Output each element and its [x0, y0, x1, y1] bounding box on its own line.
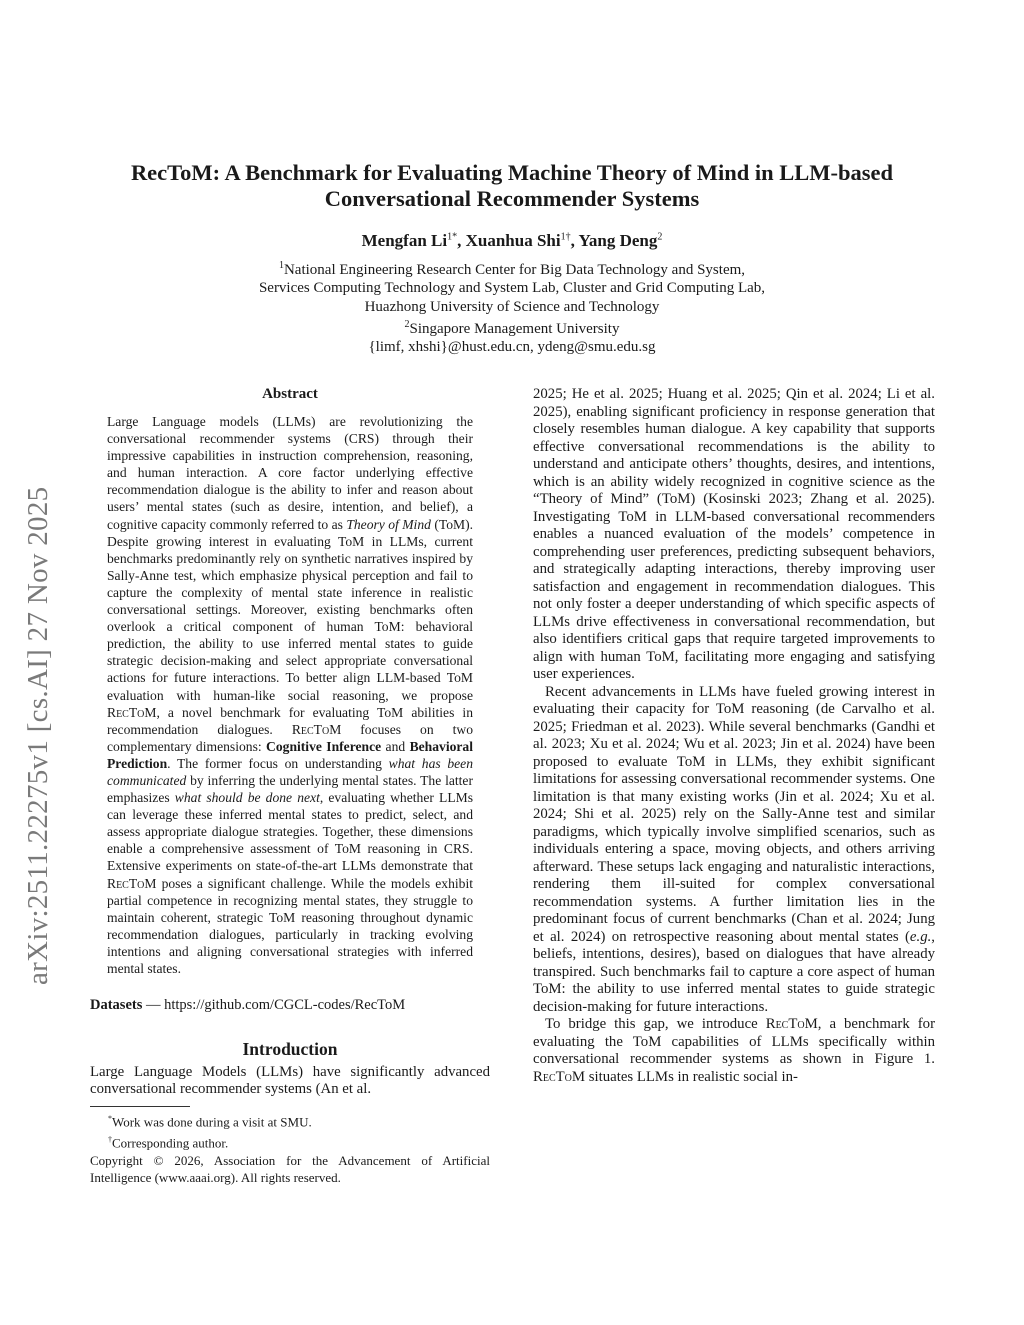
body-paragraph — [533, 684, 935, 1017]
text-segment: focuses on two complementary dimensions: — [107, 721, 474, 754]
italic-text: what has been communicated — [107, 755, 474, 788]
author-name: Mengfan Li — [361, 231, 448, 250]
bold-text: Datasets — [90, 997, 143, 1013]
introduction-body — [90, 1064, 490, 1099]
footnote-mark: † — [108, 1134, 112, 1144]
paper-title — [60, 160, 964, 212]
author-name: Xuanhua Shi — [465, 231, 561, 250]
bold-text: Behavioral Prediction — [107, 738, 473, 771]
author-mark: 1* — [447, 231, 458, 243]
bold-text: Cognitive Inference — [266, 738, 382, 754]
text-segment: Large Language models (LLMs) are revolutionizing the conversational recommender systems (CRS) through their impressive capabilities in instruction comprehension, reasoning, and human interaction. A core factor underlying effective recommendation dialogue is the ability to infer and reason about users’ mental states (such as desire, intention, and belief), a cognitive capacity commonly referred to as — [107, 414, 473, 532]
footnote — [90, 1131, 490, 1152]
title-line: Conversational Recommender Systems — [324, 186, 700, 211]
text-segment: by inferring the underlying mental states. The latter emphasizes — [107, 772, 473, 806]
affiliation-mark: 1 — [278, 260, 284, 271]
right-column-body — [533, 386, 935, 1086]
affiliation-mark: 2 — [404, 318, 410, 330]
abstract-paragraph — [107, 413, 473, 977]
abstract-body — [107, 413, 473, 977]
text-segment: Large Language Models (LLMs) have significantly advanced conversational recommender systems (An et al. — [90, 1064, 490, 1098]
smallcaps-text: RecToM — [291, 721, 342, 737]
affiliation-text: National Engineering Research Center for Big Data Technology and System, — [283, 262, 746, 278]
smallcaps-text: RecToM — [107, 704, 157, 720]
italic-text: e.g. — [909, 928, 932, 945]
copyright-notice: Copyright © 2026, Association for the Advancement of Artificial Intelligence (www.aaai.org). All rights reserved. — [90, 1152, 490, 1186]
text-segment: — https://github.com/CGCL-codes/RecToM — [142, 997, 406, 1013]
introduction-heading: Introduction — [242, 1039, 338, 1059]
text-segment: 2025; He et al. 2025; Huang et al. 2025; Qin et al. 2024; Li et al. 2025), enabling significant proficiency in response generation that closely resembles human dialogue. A key capability that supports effective conversational recommendations is the ability to understand and anticipate others’ thoughts, desires, and intentions, which is an ability widely recognized in cognitive science as the “Theory of Mind” (ToM) (Kosinski 2023; Zhang et al. 2025). Investigating ToM in LLM-based conversational recommenders enables a nuanced evaluation of the models’ competence in comprehending user preferences, predicting subsequent behaviors, and strategically adapting interactions, thereby improving user satisfaction and engagement in recommendation dialogues. This not only foster a deeper understanding of which specific aspects of LLMs drive effectiveness in conversational recommendation, but also identifiers critical gaps that require targeted improvements to align with human ToM, facilitating more engaging and satisfying user experiences. — [533, 386, 935, 682]
footnote — [90, 1110, 490, 1131]
footnote-mark: * — [108, 1114, 112, 1123]
italic-text: what should be done next — [174, 790, 320, 806]
affiliation-line — [60, 279, 964, 297]
author-emails — [60, 338, 964, 356]
footnote-text: Work was done during a visit at SMU. — [112, 1114, 312, 1130]
text-segment: poses a significant challenge. While the models exhibit partial competence in recognizing mental states, they struggle to maintain coherent, strategic ToM reasoning throughout dynamic recommendation dialogues, particularly in tracking evolving intentions and aligning conversational strategies with inferred mental states. — [107, 875, 473, 976]
author-list: Mengfan $Li^{1*}$, Xuanhua Shi$^{1\dagger}$, Yang Deng$^2$ — [361, 231, 663, 250]
abstract-heading: Abstract — [262, 386, 318, 402]
author-mark: 2 — [657, 231, 663, 243]
smallcaps-text: RecToM — [107, 875, 157, 891]
affiliations — [60, 257, 964, 356]
text-segment: , beliefs, intentions, desires), based on dialogues that have already transpired. Such benchmarks fail to capture a core aspect of human ToM: the ability to use inferred mental states to guide strategic decision-making for future interactions. — [533, 928, 935, 1015]
author-mark: 1† — [560, 231, 571, 243]
affiliation-text: Singapore Management University — [409, 320, 620, 337]
title-line: RecToM: A Benchmark for Evaluating Machine Theory of Mind in LLM-based — [130, 160, 894, 185]
text-segment: . The former focus on understanding — [167, 755, 389, 771]
text-segment: (ToM). Despite growing interest in evaluating ToM in LLMs, current benchmarks predominantly rely on synthetic narratives inspired by Sally-Anne test, which emphasize physical perception and fail to capture the complexity of mental state inference in realistic conversational settings. Moreover, existing benchmarks often overlook a critical component of human ToM: behavioral prediction, the ability to use inferred mental states to guide strategic decision-making and select appropriate conversational actions for future interactions. To better align LLM-based ToM evaluation with human-like social reasoning, we propose — [107, 516, 474, 703]
affiliation-text: Services Computing Technology and System Lab, Cluster and Grid Computing Lab, — [258, 280, 766, 297]
smallcaps-text: RecToM — [765, 1016, 818, 1032]
italic-text: Theory of Mind — [346, 516, 431, 532]
email-text: {limf, xhshi}@hust.edu.cn, ydeng@smu.edu.sg — [368, 339, 656, 356]
affiliation-line — [60, 316, 964, 338]
text-segment: Recent advancements in LLMs have fueled growing interest in evaluating their capacity for ToM reasoning (de Carvalho et al. 2025; Friedman et al. 2023). While several benchmarks (Gandhi et al. 2023; Xu et al. 2024; Wu et al. 2023; Jin et al. 2024) have been proposed to evaluate ToM in LLMs, they exhibit significant limitations for assessing conversational recommender systems. One limitation is that many existing works (Jin et al. 2024; Xu et al. 2024; Shi et al. 2025) rely on the Sally-Anne test and similar paradigms, which typically involve simplified scenarios, such as individuals entering a space, moving objects, and others arriving afterward. These setups lack engaging and naturalistic interactions, rendering them ill-suited for complex conversational recommendation systems. A further limitation lies in the predominant focus of current benchmarks (Chan et al. 2024; Jung et al. 2024) on retrospective reasoning about mental states ( — [533, 683, 935, 945]
text-segment: , a novel benchmark for evaluating ToM abilities in recommendation dialogues. — [107, 704, 473, 737]
affiliation-text: Huazhong University of Science and Technology — [364, 298, 660, 315]
datasets-line[interactable] — [90, 997, 490, 1014]
author-name: Yang Deng — [578, 231, 658, 250]
text-segment: and — [381, 738, 410, 754]
text-segment: , a benchmark for evaluating the ToM capabilities of LLMs specifically within conversational recommender systems as shown in Figure 1. — [533, 1016, 935, 1067]
body-paragraph — [533, 1016, 935, 1086]
affiliation-line — [60, 298, 964, 316]
arxiv-identifier: arXiv:2511.22275v1 [cs.AI] 27 Nov 2025 — [22, 486, 54, 985]
footnote-text: Corresponding author. — [112, 1135, 229, 1151]
intro-paragraph — [90, 1064, 490, 1099]
text-segment: To bridge this gap, we introduce — [545, 1016, 766, 1032]
text-segment: , evaluating whether LLMs can leverage these inferred mental states to predict, select, and assess appropriate dialogue strategies. Together, these dimensions enable a comprehensive assessment of ToM reasoning in CRS. Extensive experiments on state-of-the-art LLMs demonstrate that — [107, 790, 473, 874]
text-segment: situates LLMs in realistic social in- — [585, 1068, 798, 1085]
datasets-link[interactable] — [90, 997, 490, 1014]
footnotes — [90, 1110, 490, 1187]
body-paragraph — [533, 386, 935, 684]
affiliation-line — [60, 257, 964, 279]
smallcaps-text: RecToM — [533, 1068, 586, 1085]
footnote-divider — [90, 1106, 190, 1107]
